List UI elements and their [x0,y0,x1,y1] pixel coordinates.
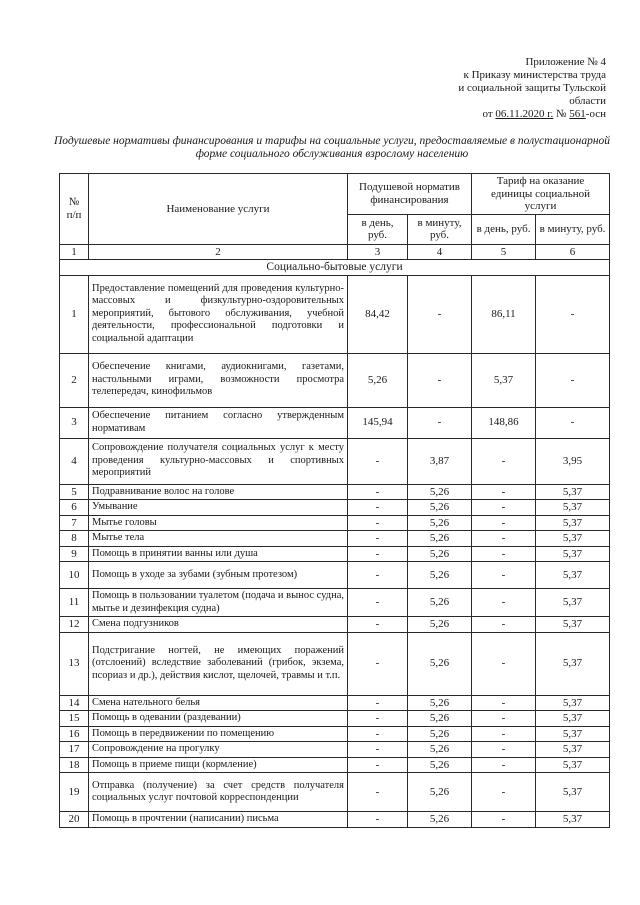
row-number: 11 [60,589,89,617]
row-number: 17 [60,742,89,758]
service-name: Помощь в передвижении по помещению [89,726,348,742]
norm-per-day: - [348,711,408,727]
row-number: 18 [60,757,89,773]
norm-per-min: - [408,407,472,438]
tariff-per-min: 5,37 [536,484,610,500]
tariff-per-min: 5,37 [536,515,610,531]
row-number: 13 [60,632,89,695]
row-number: 9 [60,546,89,562]
tariff-per-day: - [472,695,536,711]
header-num: № п/п [60,174,89,245]
tariff-per-day: - [472,515,536,531]
table-row [60,531,610,547]
tariff-per-min: 5,37 [536,742,610,758]
norm-per-min: 5,26 [408,742,472,758]
tariff-per-min: 5,37 [536,711,610,727]
header-name: Наименование услуги [89,174,348,245]
service-name: Смена нательного белья [89,695,348,711]
row-number: 3 [60,407,89,438]
appendix-line: и социальной защиты Тульской [458,82,606,94]
tariff-per-day: - [472,773,536,812]
norm-per-min: 5,26 [408,515,472,531]
service-name: Мытье тела [89,531,348,547]
norm-per-day: - [348,773,408,812]
service-name: Обеспечение книгами, аудиокнигами, газетами, настольными играми, возможности просмотра телепередач, кинофильмов [89,353,348,407]
norm-per-min: - [408,353,472,407]
norm-per-day: - [348,515,408,531]
tariff-per-day: - [472,742,536,758]
table-row [60,484,610,500]
row-number: 8 [60,531,89,547]
service-name: Смена подгузников [89,617,348,633]
norm-per-day: 145,94 [348,407,408,438]
norm-per-min: - [408,275,472,353]
norm-per-min: 5,26 [408,589,472,617]
tariff-per-min: - [536,407,610,438]
norm-per-day: - [348,589,408,617]
tariff-per-day: - [472,500,536,516]
service-name: Умывание [89,500,348,516]
tariff-per-min: - [536,275,610,353]
norm-per-min: 5,26 [408,500,472,516]
tariff-per-min: 5,37 [536,757,610,773]
order-number-suffix: -осн [585,108,606,120]
tariff-per-day: 5,37 [472,353,536,407]
table-row [60,562,610,589]
norm-per-day: - [348,438,408,484]
tariff-per-min: 5,37 [536,531,610,547]
table-row [60,617,610,633]
appendix-title: Приложение № 4 [525,56,606,68]
row-number: 4 [60,438,89,484]
table-row [60,515,610,531]
row-number: 19 [60,773,89,812]
header-tariff: Тариф на оказание единицы социальной услуги [472,174,610,215]
table-row [60,726,610,742]
norm-per-day: - [348,695,408,711]
tariff-table [59,173,610,828]
column-index: 5 [472,244,536,260]
service-name: Помощь в принятии ванны или душа [89,546,348,562]
norm-per-min: 5,26 [408,531,472,547]
service-name: Обеспечение питанием согласно утвержденным нормативам [89,407,348,438]
tariff-per-day: - [472,562,536,589]
service-name: Подравнивание волос на голове [89,484,348,500]
tariff-per-min: 5,37 [536,695,610,711]
tariff-per-day: - [472,812,536,828]
table-row [60,773,610,812]
appendix-line: области [569,95,606,107]
norm-per-min: 5,26 [408,711,472,727]
norm-per-min: 5,26 [408,546,472,562]
norm-per-min: 5,26 [408,726,472,742]
norm-per-min: 3,87 [408,438,472,484]
tariff-per-day: - [472,546,536,562]
row-number: 16 [60,726,89,742]
norm-per-min: 5,26 [408,812,472,828]
table-row [60,589,610,617]
row-number: 6 [60,500,89,516]
tariff-per-day: - [472,617,536,633]
tariff-per-min: 5,37 [536,773,610,812]
norm-per-day: - [348,500,408,516]
column-index-row [60,244,610,260]
norm-per-min: 5,26 [408,773,472,812]
tariff-per-day: - [472,757,536,773]
norm-per-day: 84,42 [348,275,408,353]
norm-per-day: - [348,617,408,633]
header-norm: Подушевой норматив финансирования [348,174,472,215]
tariff-per-day: 148,86 [472,407,536,438]
table-row [60,711,610,727]
service-name: Помощь в уходе за зубами (зубным протезом) [89,562,348,589]
header-tariff-per-day: в день, руб. [472,214,536,244]
norm-per-day: - [348,742,408,758]
service-name: Сопровождение на прогулку [89,742,348,758]
tariff-per-min: 5,37 [536,812,610,828]
table-row [60,407,610,438]
section-row [60,260,610,276]
tariff-per-min: - [536,353,610,407]
row-number: 10 [60,562,89,589]
tariff-per-min: 5,37 [536,589,610,617]
column-index: 2 [89,244,348,260]
service-name: Помощь в приеме пищи (кормление) [89,757,348,773]
tariff-per-day: - [472,726,536,742]
row-number: 7 [60,515,89,531]
norm-per-min: 5,26 [408,617,472,633]
table-row [60,546,610,562]
tariff-per-min: 5,37 [536,500,610,516]
column-index: 6 [536,244,610,260]
header-tariff-per-min: в минуту, руб. [536,214,610,244]
norm-per-min: 5,26 [408,757,472,773]
norm-per-min: 5,26 [408,695,472,711]
tariff-per-day: 86,11 [472,275,536,353]
tariff-per-day: - [472,632,536,695]
norm-per-day: - [348,562,408,589]
table-row [60,275,610,353]
column-index: 1 [60,244,89,260]
row-number: 14 [60,695,89,711]
section-title: Социально-бытовые услуги [60,260,610,276]
service-name: Предоставление помещений для проведения культурно-массовых и физкультурно-оздоровительных мероприятий, бытового обслуживания, учебной деятельности, профессиональной подготовки и социальной адаптации [89,275,348,353]
table-row [60,500,610,516]
tariff-per-min: 3,95 [536,438,610,484]
tariff-per-day: - [472,531,536,547]
tariff-per-min: 5,37 [536,726,610,742]
norm-per-day: 5,26 [348,353,408,407]
norm-per-day: - [348,726,408,742]
appendix-header [458,56,606,121]
row-number: 15 [60,711,89,727]
norm-per-min: 5,26 [408,562,472,589]
norm-per-day: - [348,757,408,773]
tariff-per-min: 5,37 [536,632,610,695]
tariff-per-min: 5,37 [536,546,610,562]
table-row [60,695,610,711]
service-name: Помощь в прочтении (написании) письма [89,812,348,828]
order-number: 561 [569,108,586,120]
norm-per-day: - [348,546,408,562]
tariff-per-day: - [472,589,536,617]
table-row [60,438,610,484]
table-row [60,632,610,695]
appendix-line: к Приказу министерства труда [463,69,606,81]
service-name: Сопровождение получателя социальных услуг к месту проведения культурно-массовых и спортивных мероприятий [89,438,348,484]
order-num-label: № [556,108,567,120]
norm-per-day: - [348,484,408,500]
service-name: Мытье головы [89,515,348,531]
tariff-per-day: - [472,711,536,727]
appendix-date-line [458,108,606,121]
service-name: Помощь в одевании (раздевании) [89,711,348,727]
row-number: 20 [60,812,89,828]
document-subtitle: Подушевые нормативы финансирования и тарифы на социальные услуги, предоставляемые в полустационарной форме социального обслуживания взрослому населению [53,135,611,160]
row-number: 1 [60,275,89,353]
header-norm-per-min: в минуту, руб. [408,214,472,244]
norm-per-min: 5,26 [408,632,472,695]
tariff-per-day: - [472,438,536,484]
table-row [60,353,610,407]
table-row [60,757,610,773]
row-number: 2 [60,353,89,407]
header-norm-per-day: в день, руб. [348,214,408,244]
table-body [60,260,610,828]
table-row [60,812,610,828]
norm-per-day: - [348,632,408,695]
table-row [60,742,610,758]
tariff-per-min: 5,37 [536,562,610,589]
order-date: 06.11.2020 г. [495,108,554,120]
norm-per-min: 5,26 [408,484,472,500]
service-name: Помощь в пользовании туалетом (подача и вынос судна, мытье и дезинфекция судна) [89,589,348,617]
row-number: 5 [60,484,89,500]
column-index: 3 [348,244,408,260]
norm-per-day: - [348,812,408,828]
service-name: Подстригание ногтей, не имеющих поражений (отслоений) вследствие заболеваний (грибок, экзема, псориаз и др.), действия кислот, щелочей, травмы и т.п. [89,632,348,695]
row-number: 12 [60,617,89,633]
norm-per-day: - [348,531,408,547]
tariff-per-day: - [472,484,536,500]
appendix-from: от [482,108,493,120]
tariff-per-min: 5,37 [536,617,610,633]
service-name: Отправка (получение) за счет средств получателя социальных услуг почтовой корреспонденции [89,773,348,812]
column-index: 4 [408,244,472,260]
